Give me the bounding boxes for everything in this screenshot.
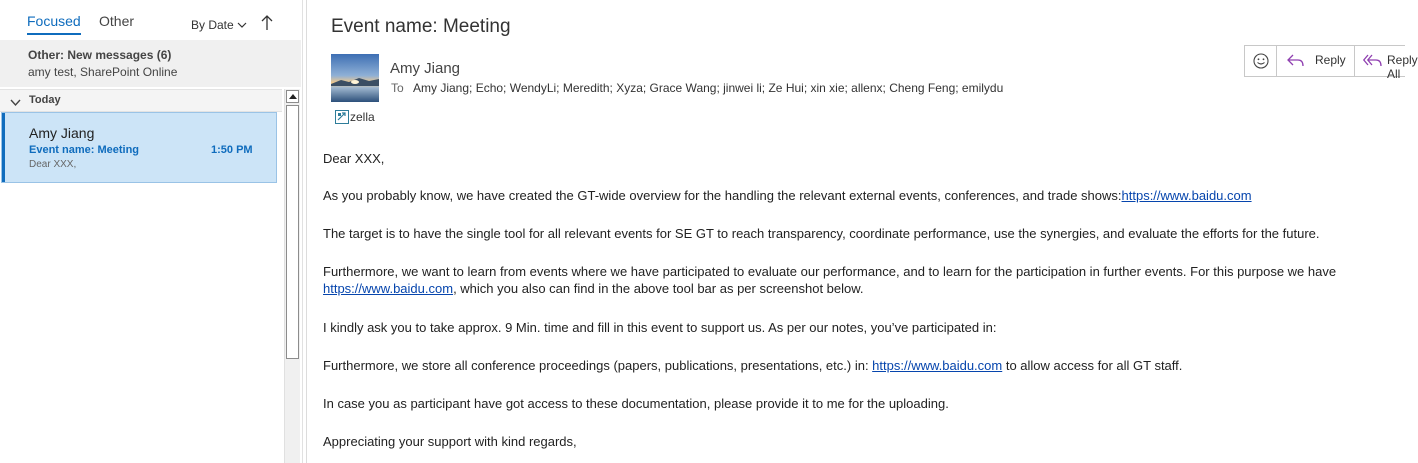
- item-subject: Event name: Meeting: [29, 144, 140, 156]
- sort-by-date-dropdown[interactable]: [191, 17, 247, 32]
- reply-all-button[interactable]: [1355, 46, 1418, 81]
- body-text: As you probably know, we have created the GT-wide overview for the handling the relevant external events, conferences, and trade shows:: [323, 188, 1122, 203]
- body-paragraph-1: [323, 187, 1252, 204]
- chevron-down-icon: [237, 17, 247, 31]
- recipients-list[interactable]: Amy Jiang; Echo; WendyLi; Meredith; Xyza; Grace Wang; jinwei li; Ze Hui; xin xie; allenx; Cheng Feng; emilydu: [413, 81, 1004, 95]
- other-banner-title: Other: New messages (6): [28, 48, 172, 62]
- list-item[interactable]: [1, 112, 277, 183]
- reply-all-arrow-icon: [1363, 54, 1383, 68]
- attachment-icon: [335, 110, 349, 124]
- tab-focused[interactable]: Focused: [27, 13, 81, 29]
- scroll-up-arrow-icon[interactable]: [286, 90, 299, 103]
- smiley-icon: [1253, 53, 1269, 69]
- reading-pane: [306, 0, 1418, 463]
- body-paragraph-4: I kindly ask you to take approx. 9 Min. time and fill in this event to support us. As per our notes, you’ve participated in:: [323, 320, 997, 335]
- other-banner-senders: amy test, SharePoint Online: [28, 65, 178, 79]
- inbox-tabs: [0, 0, 302, 40]
- reply-label: Reply: [1315, 53, 1346, 67]
- sort-label: By Date: [191, 18, 234, 32]
- baidu-link-1[interactable]: https://www.baidu.com: [1121, 188, 1252, 203]
- message-subject: Event name: Meeting: [331, 16, 511, 37]
- group-header-label: Today: [29, 94, 61, 106]
- body-closing: Appreciating your support with kind regards,: [323, 434, 577, 449]
- other-inbox-notification[interactable]: [0, 40, 301, 87]
- scrollbar-thumb[interactable]: [286, 105, 299, 359]
- body-text: to allow access for all GT staff.: [1002, 358, 1183, 373]
- chevron-down-icon: [10, 95, 21, 106]
- body-paragraph-6: In case you as participant have got access to these documentation, please provide it to me for the uploading.: [323, 396, 949, 411]
- body-greeting: Dear XXX,: [323, 151, 385, 166]
- attachment-zella[interactable]: [335, 110, 375, 124]
- sender-name[interactable]: Amy Jiang: [390, 60, 461, 77]
- body-paragraph-5: [323, 357, 1182, 374]
- item-preview: Dear XXX,: [29, 159, 77, 170]
- baidu-link-3[interactable]: https://www.baidu.com: [872, 358, 1003, 373]
- to-label: To: [391, 81, 404, 95]
- body-text: Furthermore, we store all conference proceedings (papers, publications, presentations, etc.) in:: [323, 358, 873, 373]
- avatar[interactable]: [331, 54, 379, 102]
- reply-arrow-icon: [1287, 54, 1305, 68]
- body-text: , which you also can find in the above tool bar as per screenshot below.: [453, 281, 864, 296]
- attachment-name: zella: [350, 110, 375, 124]
- item-sender: Amy Jiang: [29, 125, 95, 141]
- item-time: 1:50 PM: [211, 144, 253, 156]
- body-text: Furthermore, we want to learn from events where we have participated to evaluate our performance, and to learn for the participation in further events. For this purpose we have: [323, 264, 1337, 279]
- group-header-today[interactable]: [0, 89, 282, 112]
- body-paragraph-2: The target is to have the single tool for all relevant events for SE GT to reach transparency, coordinate performance, use the synergies, and evaluate the efforts for the future.: [323, 226, 1320, 241]
- react-button[interactable]: [1245, 46, 1277, 76]
- sort-direction-arrow-up-icon[interactable]: [260, 14, 274, 32]
- body-paragraph-3: [323, 263, 1336, 297]
- message-actions-toolbar: [1244, 45, 1418, 81]
- list-scrollbar[interactable]: [284, 89, 300, 463]
- baidu-link-2[interactable]: https://www.baidu.com: [323, 281, 454, 296]
- reply-all-label: Reply All: [1387, 53, 1418, 81]
- tab-other[interactable]: Other: [99, 13, 135, 29]
- selected-indicator: [2, 113, 5, 182]
- reply-button[interactable]: [1277, 46, 1355, 76]
- message-list-pane: [0, 0, 303, 463]
